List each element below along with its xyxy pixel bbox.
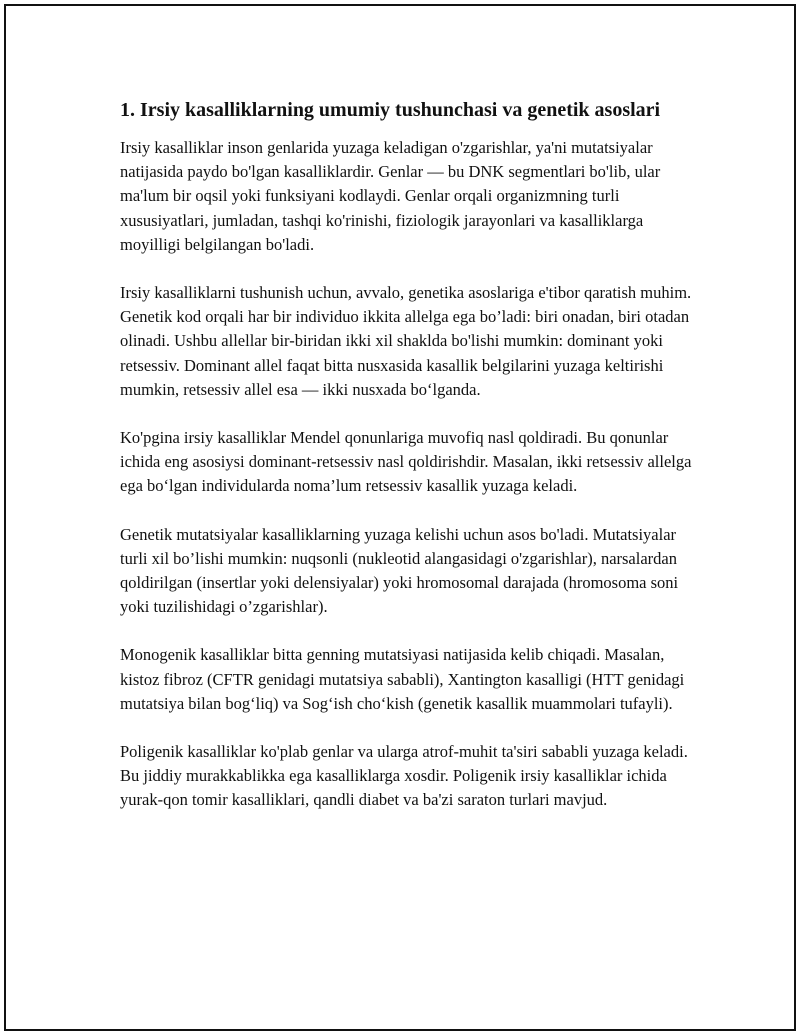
paragraph-genes-intro: Irsiy kasalliklar inson genlarida yuzaga keladigan o'zgarishlar, ya'ni mutatsiyalar natijasida paydo bo'lgan kasalliklardir. Genlar — bu DNK segmentlari bo'lib, ular ma'lum bir oqsil yoki funksiyani kodlaydi. Genlar orqali organizmning turli xususiyatlari, jumladan, tashqi ko'rinishi, fiziologik jarayonlari va kasalliklarga moyilligi belgilangan bo'ladi. (120, 138, 661, 254)
paragraph-alleles: Irsiy kasalliklarni tushunish uchun, avvalo, genetika asoslariga e'tibor qaratish muhim. Genetik kod orqali har bir individuo ikkita allelga ega bo’ladi: biri onadan, biri otadan olinadi. Ushbu allellar bir-biridan ikki xil shaklda bo'lishi mumkin: dominant yoki retsessiv. Dominant allel faqat bitta nusxasida kasallik belgilarini yuzaga keltirishi mumkin, retsessiv allel esa — ikki nusxada bo‘lganda. (120, 283, 692, 399)
paragraph-mutations: Genetik mutatsiyalar kasalliklarning yuzaga kelishi uchun asos bo'ladi. Mutatsiyalar turli xil bo’lishi mumkin: nuqsonli (nukleotid alangasidagi o'zgarishlar), narsalardan qoldirilgan (insertlar yoki delensiyalar) yoki hromosomal darajada (hromosoma soni yoki tuzilishidagi o’zgarishlar). (120, 524, 679, 617)
paragraph-polygenic: Poligenik kasalliklar ko'plab genlar va ularga atrof-muhit ta'siri sababli yuzaga keladi. Bu jiddiy murakkablikka ega kasalliklarga xosdir. Poligenik irsiy kasalliklar ichida yurak-qon tomir kasalliklari, qandli diabet va ba'zi saraton turlari mavjud. (120, 742, 688, 810)
paragraph-mendel-laws: Ko'pgina irsiy kasalliklar Mendel qonunlariga muvofiq nasl qoldiradi. Bu qonunlar ichida eng asosiysi dominant-retsessiv nasl qoldirishdir. Masalan, ikki retsessiv allelga ega bo‘lgan individularda noma’lum retsessiv kasallik yuzaga keladi. (120, 428, 692, 496)
section-heading: 1. Irsiy kasalliklarning umumiy tushunchasi va genetik asoslari (120, 99, 661, 121)
document-body (120, 98, 700, 837)
page-frame (4, 4, 796, 1031)
paragraph-monogenic: Monogenik kasalliklar bitta genning mutatsiyasi natijasida kelib chiqadi. Masalan, kistoz fibroz (CFTR genidagi mutatsiya sababli), Xantington kasalligi (HTT genidagi mutatsiya bilan bog‘liq) va Sog‘ish cho‘kish (genetik kasallik muammolari tufayli). (120, 645, 685, 713)
